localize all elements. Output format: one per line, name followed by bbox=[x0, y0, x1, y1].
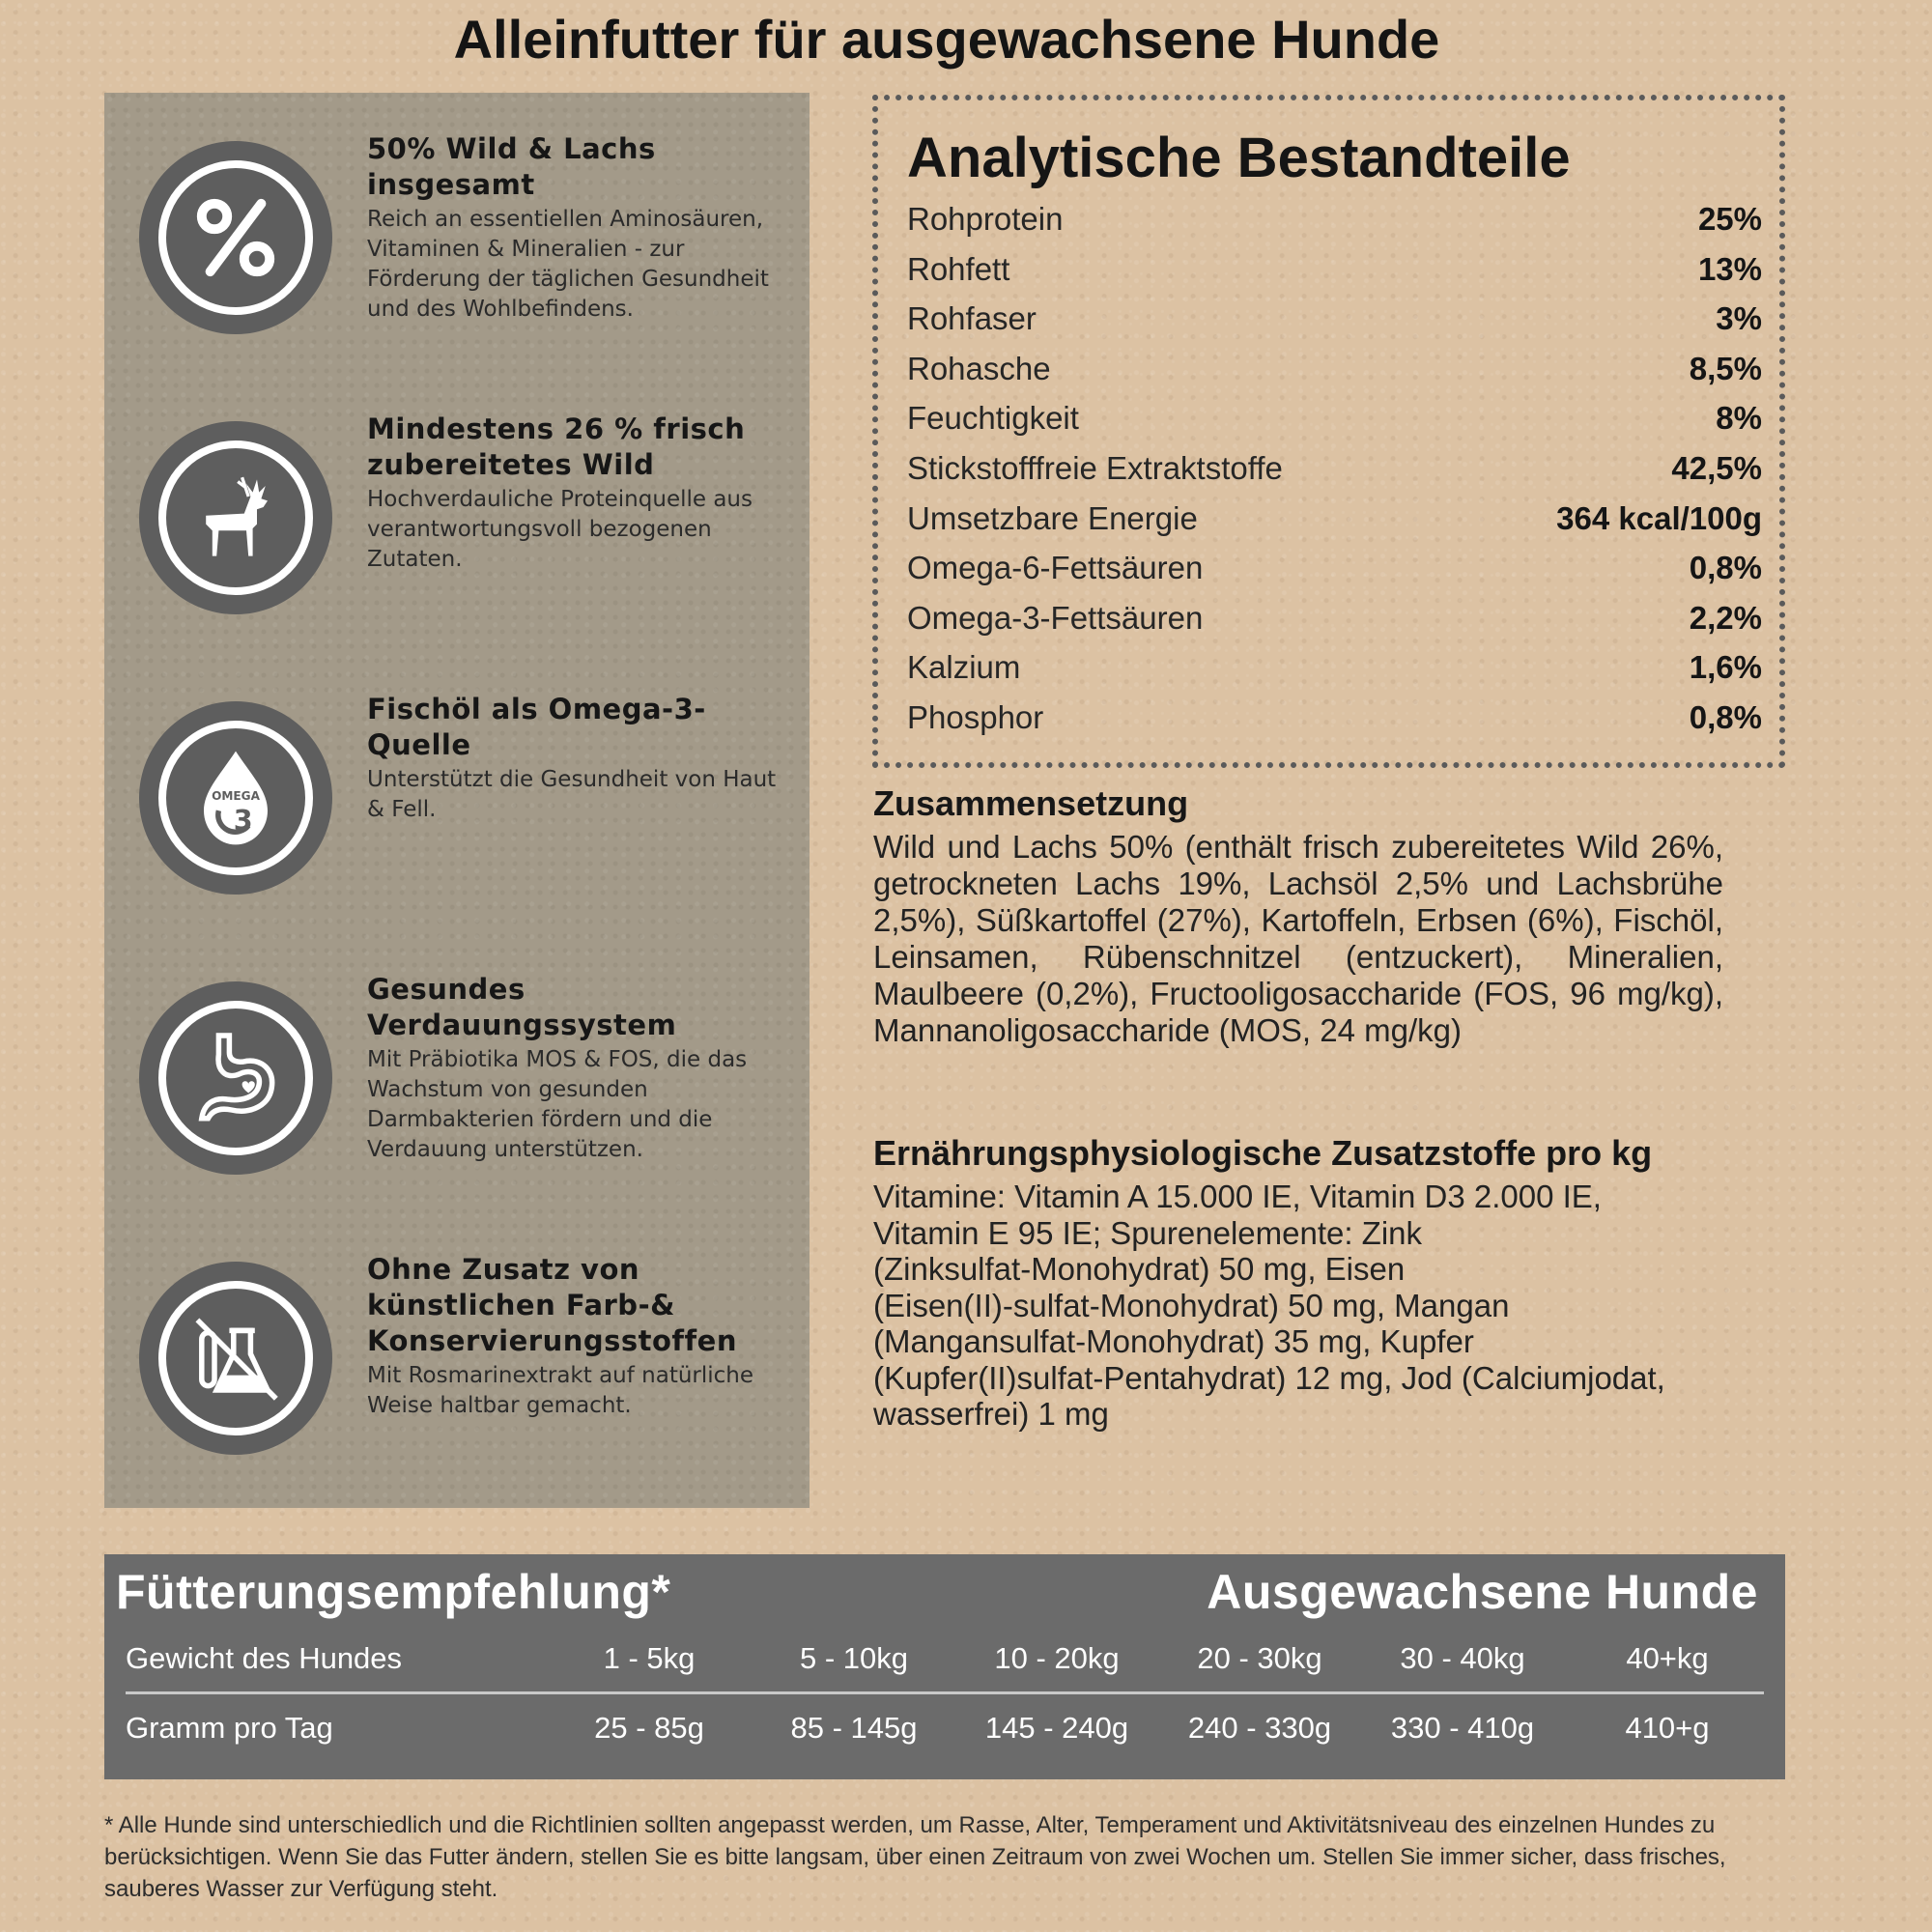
nutrient-row bbox=[907, 294, 1762, 344]
table-divider bbox=[126, 1691, 1764, 1694]
feature-description: Reich an essentiellen Aminosäuren, Vitaminen & Mineralien - zur Förderung der täglichen Gesundheit und des Wohlbefindens. bbox=[367, 207, 769, 322]
nutrient-row bbox=[907, 244, 1762, 295]
nutrient-value: 3% bbox=[1716, 300, 1762, 337]
grams-cell: 25 - 85g bbox=[594, 1711, 704, 1745]
grams-label: Gramm pro Tag bbox=[126, 1711, 333, 1745]
additives-section bbox=[873, 1132, 1743, 1433]
analytics-title: Analytische Bestandteile bbox=[907, 127, 1571, 189]
nutrient-name: Rohfaser bbox=[907, 300, 1037, 337]
nutrient-name: Phosphor bbox=[907, 698, 1044, 735]
nutrient-value: 0,8% bbox=[1689, 698, 1762, 735]
feature-ohne-zusatz bbox=[104, 1213, 810, 1464]
omega-number: 3 bbox=[233, 804, 253, 837]
feeding-table bbox=[104, 1554, 1785, 1779]
additives-line: (Eisen(II)-sulfat-Monohydrat) 50 mg, Mangan bbox=[873, 1287, 1510, 1323]
nutrient-value: 2,2% bbox=[1689, 599, 1762, 636]
stomach-icon bbox=[139, 981, 332, 1175]
nutrient-row bbox=[907, 543, 1762, 593]
nutrient-name: Rohasche bbox=[907, 350, 1051, 386]
grams-cell: 145 - 240g bbox=[984, 1711, 1129, 1745]
additives-line: wasserfrei) 1 mg bbox=[873, 1396, 1109, 1432]
nutrient-row bbox=[907, 494, 1762, 544]
feature-title: 50% Wild & Lachs insgesamt bbox=[367, 132, 656, 201]
additives-text bbox=[873, 1179, 1743, 1433]
nutrient-value: 1,6% bbox=[1689, 649, 1762, 686]
grams-cell: 330 - 410g bbox=[1390, 1711, 1535, 1745]
additives-line: Vitamine: Vitamin A 15.000 IE, Vitamin D3 2.000 IE, bbox=[873, 1179, 1602, 1214]
percent-icon bbox=[139, 141, 332, 334]
nutrient-name: Feuchtigkeit bbox=[907, 400, 1079, 437]
no-chemicals-icon bbox=[139, 1262, 332, 1455]
nutrient-name: Omega-6-Fettsäuren bbox=[907, 550, 1204, 586]
grams-cell: 410+g bbox=[1625, 1711, 1710, 1745]
feature-wild-fresh bbox=[104, 373, 810, 624]
nutrient-value: 8,5% bbox=[1689, 350, 1762, 386]
feature-description: Hochverdauliche Proteinquelle aus verantwortungsvoll bezogenen Zutaten. bbox=[367, 487, 753, 572]
page-title: Alleinfutter für ausgewachsene Hunde bbox=[453, 9, 1440, 70]
weight-cell: 5 - 10kg bbox=[799, 1641, 908, 1675]
nutrient-value: 364 kcal/100g bbox=[1556, 499, 1762, 536]
nutrient-name: Kalzium bbox=[907, 649, 1021, 686]
grams-row bbox=[104, 1699, 1785, 1757]
additives-line: (Zinksulfat-Monohydrat) 50 mg, Eisen bbox=[873, 1251, 1406, 1287]
nutrient-row bbox=[907, 693, 1762, 743]
nutrient-row bbox=[907, 642, 1762, 693]
feature-title: Mindestens 26 % frisch zubereitetes Wild bbox=[367, 412, 746, 481]
additives-title: Ernährungsphysiologische Zusatzstoffe pro kg bbox=[873, 1133, 1653, 1173]
omega-drop-icon bbox=[139, 701, 332, 895]
feature-title: Fischöl als Omega-3-Quelle bbox=[367, 693, 706, 761]
nutrient-value: 25% bbox=[1697, 201, 1762, 237]
deer-icon bbox=[139, 421, 332, 614]
composition-text: Wild und Lachs 50% (enthält frisch zubereitetes Wild 26%, getrockneten Lachs 19%, Lachsöl 2,5% und Lachsbrühe 2,5%), Süßkartoffel (27%), Kartoffeln, Erbsen (6%), Fischöl, Leinsamen, Rübenschnitzel (entzuckert), Mineralien, Maulbeere (0,2%), Fructooligosaccharide (FOS, 96 mg/kg), Mannanoligosaccharide (MOS, 24 mg/kg) bbox=[873, 829, 1723, 1048]
nutrient-value: 42,5% bbox=[1671, 449, 1762, 486]
nutrient-name: Omega-3-Fettsäuren bbox=[907, 599, 1204, 636]
feeding-title: Fütterungsempfehlung* bbox=[116, 1565, 671, 1619]
nutrient-name: Rohprotein bbox=[907, 201, 1064, 237]
weight-cell: 10 - 20kg bbox=[994, 1641, 1120, 1675]
feeding-subtitle: Ausgewachsene Hunde bbox=[1207, 1565, 1758, 1619]
feature-description: Mit Rosmarinextrakt auf natürliche Weise haltbar gemacht. bbox=[367, 1363, 754, 1418]
nutrient-row bbox=[907, 593, 1762, 643]
feature-title: Gesundes Verdauungssystem bbox=[367, 973, 677, 1041]
nutrient-value: 8% bbox=[1716, 400, 1762, 437]
footnote: * Alle Hunde sind unterschiedlich und die Richtlinien sollten angepasst werden, um Rasse, Alter, Temperament und Aktivitätsniveau des einzelnen Hundes zu berücksichtigen. Wenn Sie das Futter ändern, stellen Sie es bitte langsam, über einen Zeitraum von zwei Wochen um. Stellen Sie immer sicher, dass frisches, sauberes Wasser zur Verfügung steht. bbox=[104, 1812, 1726, 1902]
grams-cell: 240 - 330g bbox=[1187, 1711, 1332, 1745]
nutrient-name: Rohfett bbox=[907, 250, 1010, 287]
additives-line: Vitamin E 95 IE; Spurenelemente: Zink bbox=[873, 1214, 1423, 1251]
feature-verdauung bbox=[104, 933, 810, 1184]
nutrient-name: Umsetzbare Energie bbox=[907, 499, 1198, 536]
weight-cell: 1 - 5kg bbox=[603, 1641, 696, 1675]
additives-line: (Kupfer(II)sulfat-Pentahydrat) 12 mg, Jod (Calciumjodat, bbox=[873, 1359, 1665, 1396]
feature-panel bbox=[104, 93, 810, 1508]
weight-label: Gewicht des Hundes bbox=[126, 1641, 403, 1675]
weight-row bbox=[104, 1630, 1785, 1688]
nutrient-row bbox=[907, 194, 1762, 244]
omega-label: OMEGA bbox=[212, 789, 260, 804]
nutrient-row bbox=[907, 344, 1762, 394]
feature-description: Unterstützt die Gesundheit von Haut & Fell. bbox=[367, 767, 777, 822]
weight-cell: 20 - 30kg bbox=[1197, 1641, 1322, 1675]
weight-cell: 30 - 40kg bbox=[1400, 1641, 1525, 1675]
feature-fischoel bbox=[104, 653, 810, 904]
weight-cell: 40+kg bbox=[1626, 1641, 1709, 1675]
nutrient-row bbox=[907, 393, 1762, 443]
composition-section bbox=[873, 782, 1723, 1049]
composition-title: Zusammensetzung bbox=[873, 783, 1189, 823]
feature-title: Ohne Zusatz von künstlichen Farb-& Konservierungsstoffen bbox=[367, 1253, 737, 1357]
analytics-box bbox=[872, 95, 1785, 768]
additives-line: (Mangansulfat-Monohydrat) 35 mg, Kupfer bbox=[873, 1323, 1474, 1359]
nutrient-value: 0,8% bbox=[1689, 550, 1762, 586]
feature-description: Mit Präbiotika MOS & FOS, die das Wachstum von gesunden Darmbakterien fördern und die Verdauung unterstützen. bbox=[367, 1047, 748, 1162]
nutrient-value: 13% bbox=[1697, 250, 1762, 287]
feature-wild-lachs bbox=[104, 93, 810, 344]
nutrient-name: Stickstofffreie Extraktstoffe bbox=[907, 449, 1283, 486]
nutrient-row bbox=[907, 443, 1762, 494]
grams-cell: 85 - 145g bbox=[790, 1711, 918, 1745]
